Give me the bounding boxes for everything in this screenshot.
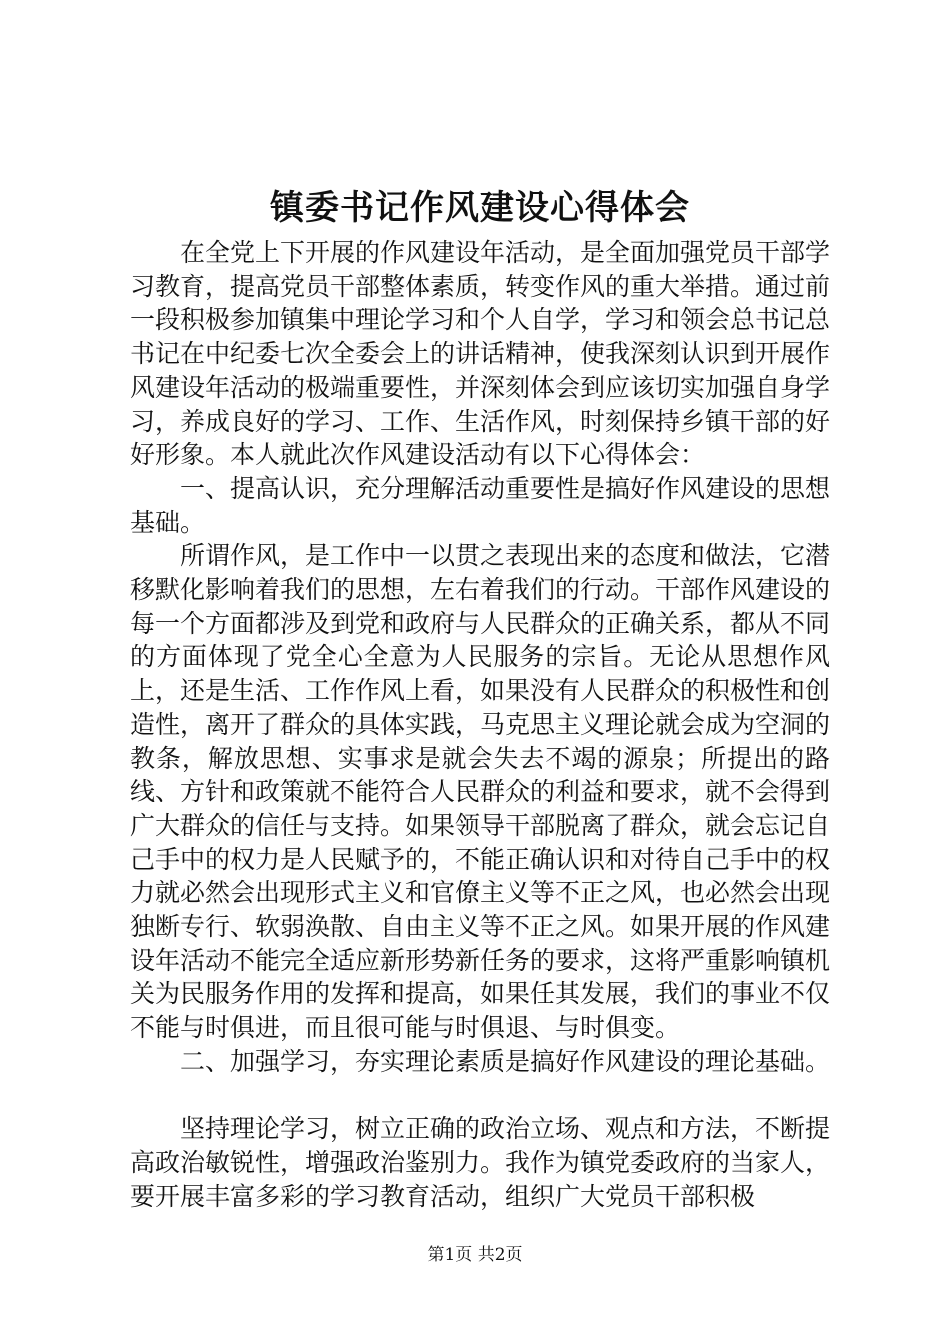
paragraph-intro: 在全党上下开展的作风建设年活动，是全面加强党员干部学习教育，提高党员干部整体素质，转变作风的重大举措。通过前一段积极参加镇集中理论学习和个人自学，学习和领会总书记总书记在中纪委七次全委会上的讲话精神，使我深刻认识到开展作风建设年活动的极端重要性，并深刻体会到应该切实加强自身学习，养成良好的学习、工作、生活作风，时刻保持乡镇干部的好好形象。本人就此次作风建设活动有以下心得体会： [130,238,831,470]
paragraph-section-1: 所谓作风，是工作中一以贯之表现出来的态度和做法，它潜移默化影响着我们的思想，左右着我们的行动。干部作风建设的每一个方面都涉及到党和政府与人民群众的正确关系，都从不同的方面体现了党全心全意为人民服务的宗旨。无论从思想作风上，还是生活、工作作风上看，如果没有人民群众的积极性和创造性，离开了群众的具体实践，马克思主义理论就会成为空洞的教条，解放思想、实事求是就会失去不竭的源泉；所提出的路线、方针和政策就不能符合人民群众的利益和要求，就不会得到广大群众的信任与支持。如果领导干部脱离了群众，就会忘记自己手中的权力是人民赋予的，不能正确认识和对待自己手中的权力就必然会出现形式主义和官僚主义等不正之风，也必然会出现独断专行、软弱涣散、自由主义等不正之风。如果开展的作风建设年活动不能完全适应新形势新任务的要求，这将严重影响镇机关为民服务作用的发挥和提高，如果任其发展，我们的事业不仅不能与时俱进，而且很可能与时俱退、与时俱变。 [130,541,831,1043]
paragraph-section-2: 坚持理论学习，树立正确的政治立场、观点和方法，不断提高政治敏锐性，增强政治鉴别力。我作为镇党委政府的当家人，要开展丰富多彩的学习教育活动，组织广大党员干部积极 [130,1114,831,1211]
paragraph-heading-2: 二、加强学习，夯实理论素质是搞好作风建设的理论基础。 [180,1046,831,1076]
page-number-footer: 第1页 共2页 [427,1245,523,1265]
document-title: 镇委书记作风建设心得体会 [270,188,690,228]
paragraph-heading-1: 一、提高认识，充分理解活动重要性是搞好作风建设的思想基础。 [130,473,831,537]
document-body [130,236,830,1213]
